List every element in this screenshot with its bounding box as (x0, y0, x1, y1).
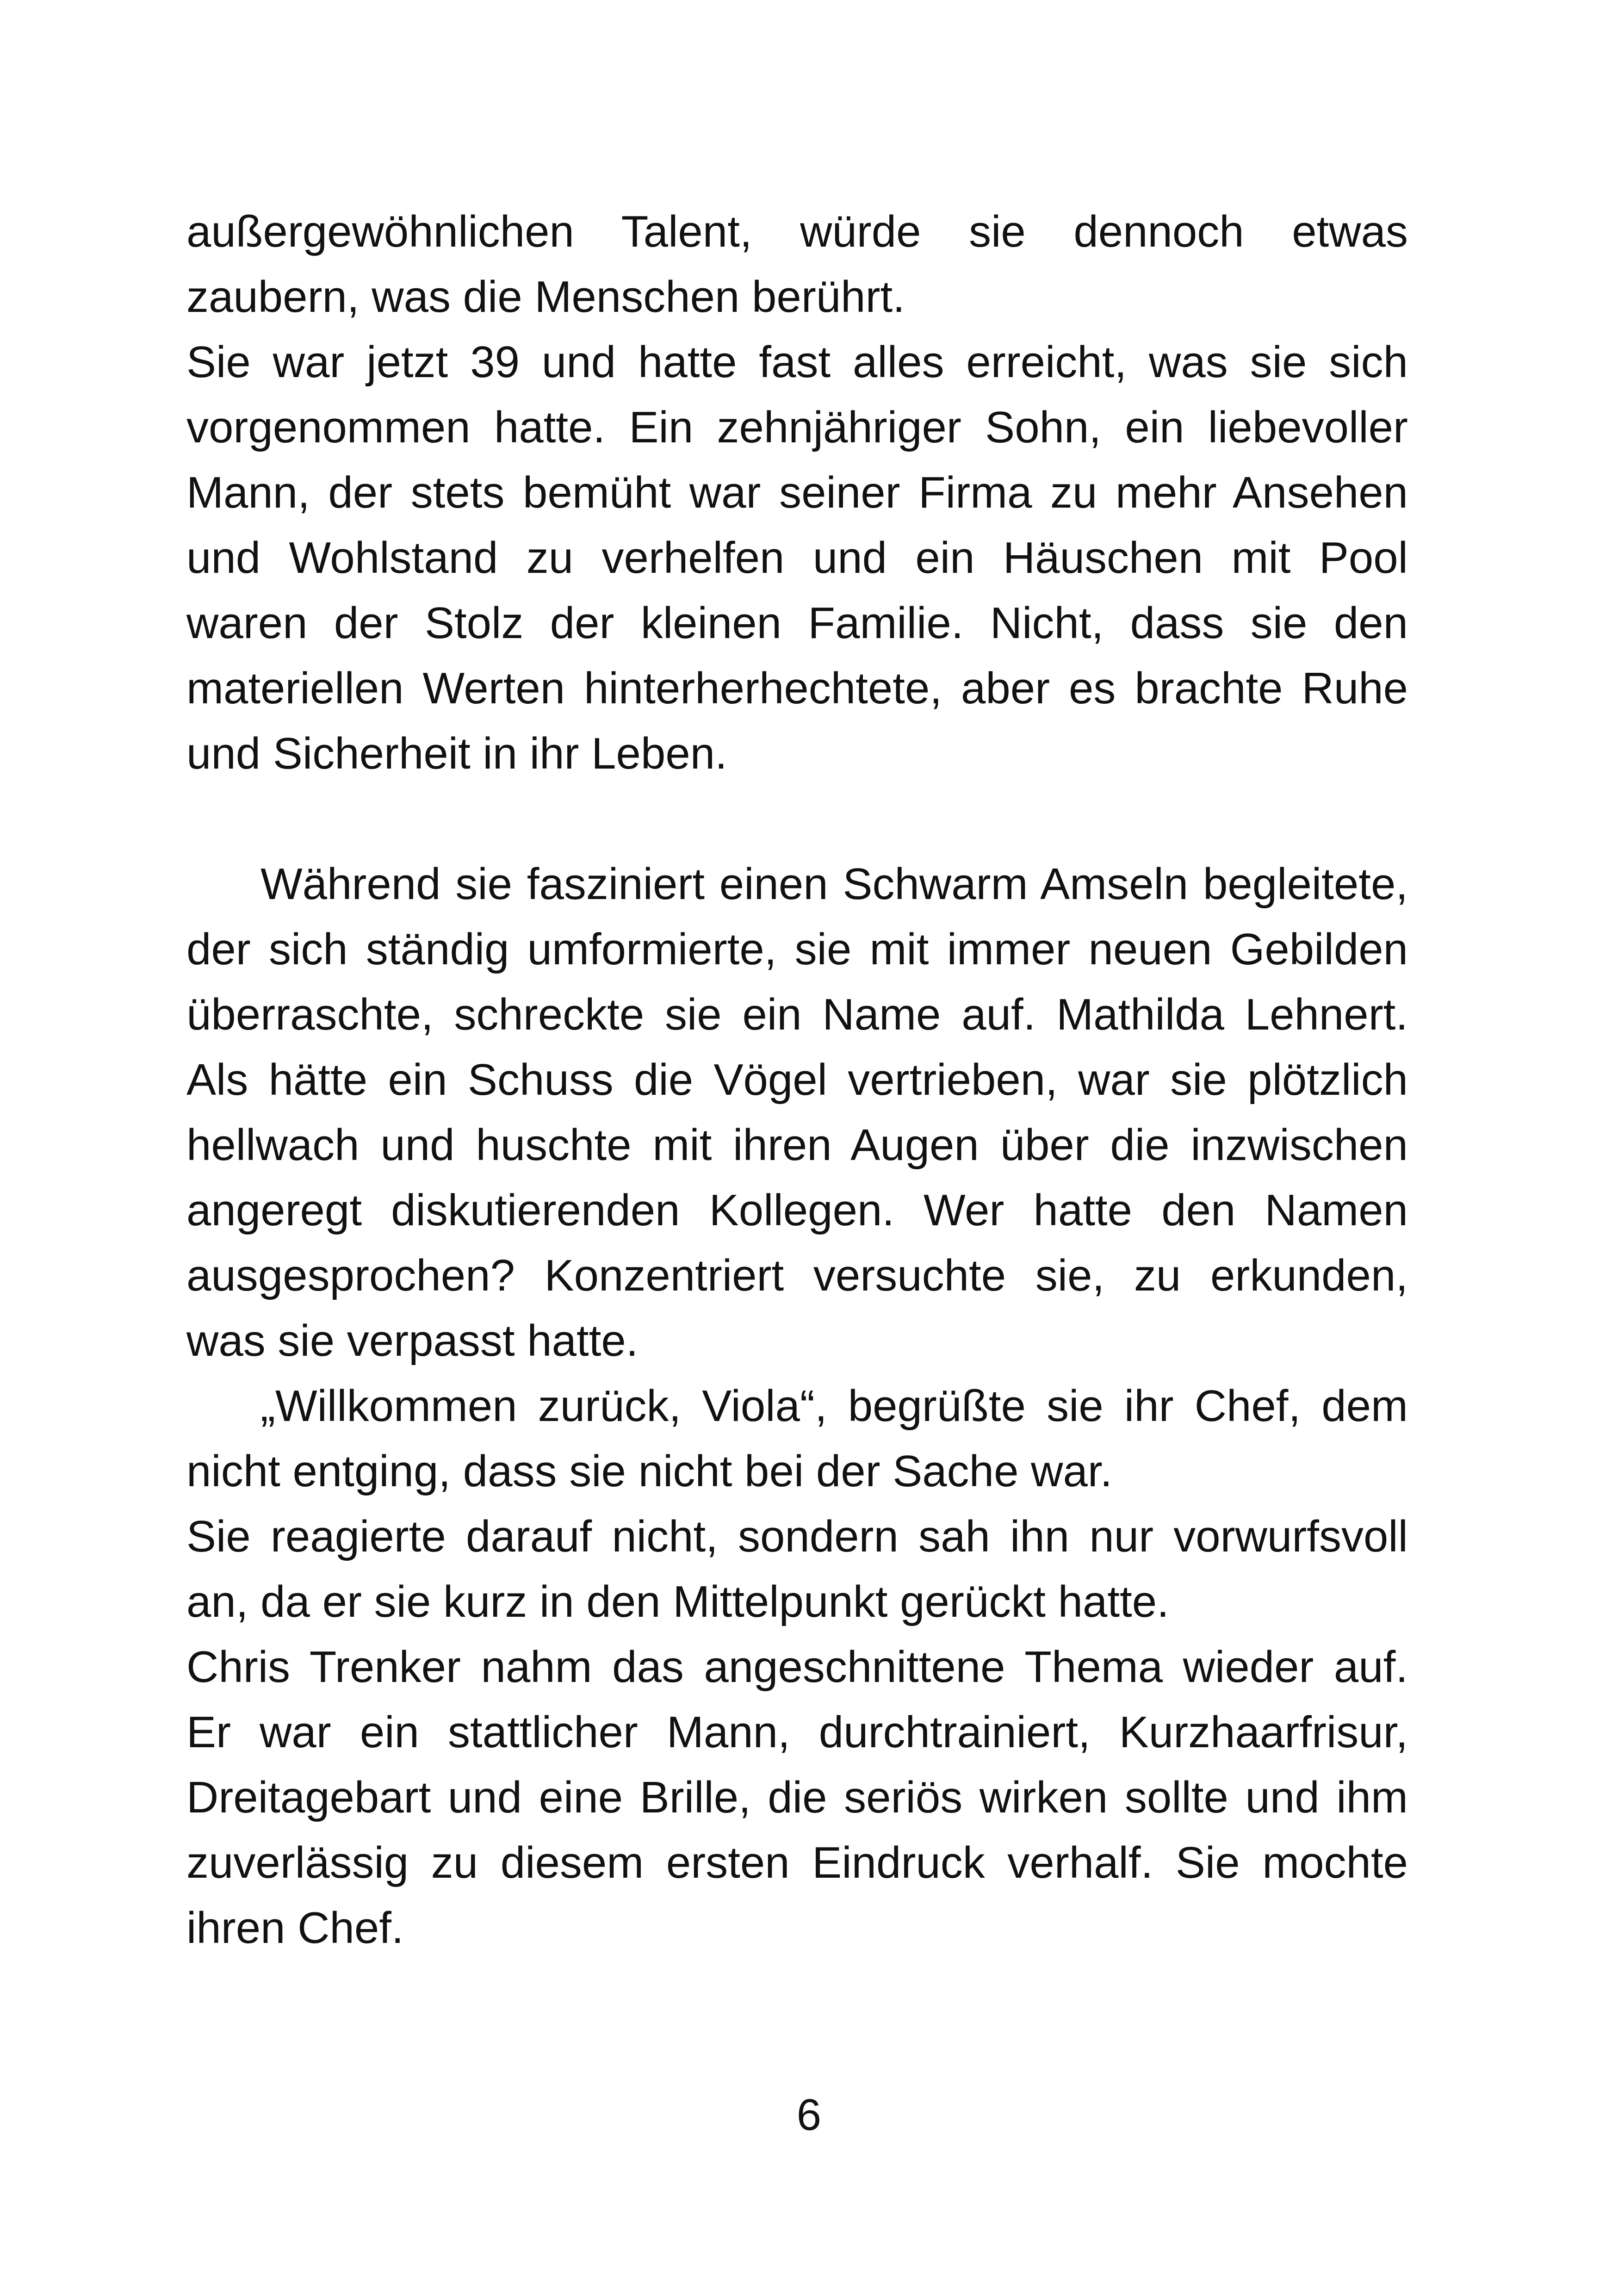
body-text (186, 199, 1408, 1961)
paragraph-2: Sie war jetzt 39 und hatte fast alles erreicht, was sie sich vorgenommen hatte. Ein zehnjähriger Sohn, ein liebevoller Mann, der stets bemüht war seiner Firma zu mehr Ansehen und Wohlstand zu verhelfen und ein Häuschen mit Pool waren der Stolz der kleinen Familie. Nicht, dass sie den materiellen Werten hinterherhechtete, aber es brachte Ruhe und Sicherheit in ihr Leben. (186, 337, 1408, 778)
paragraph-5: Sie reagierte darauf nicht, sondern sah ihn nur vorwurfsvoll an, da er sie kurz in den Mittelpunkt gerückt hatte. (186, 1512, 1408, 1626)
page-number: 6 (796, 2090, 822, 2140)
paragraph-6: Chris Trenker nahm das angeschnittene Thema wieder auf. Er war ein stattlicher Mann, durchtrainiert, Kurzhaarfrisur, Dreitagebart und eine Brille, die seriös wirken sollte und ihm zuverlässig zu diesem ersten Eindruck verhalf. Sie mochte ihren Chef. (186, 1642, 1408, 1953)
paragraph-1: außergewöhnlichen Talent, würde sie dennoch etwas zaubern, was die Menschen berührt. (186, 207, 1408, 322)
paragraph-3: Während sie fasziniert einen Schwarm Amseln begleitete, der sich ständig umformierte, sie mit immer neuen Gebilden überraschte, schreckte sie ein Name auf. Mathilda Lehnert. Als hätte ein Schuss die Vögel vertrieben, war sie plötzlich hellwach und huschte mit ihren Augen über die inzwischen angeregt diskutierenden Kollegen. Wer hatte den Namen ausgesprochen? Konzentriert versuchte sie, zu erkunden, was sie verpasst hatte. (186, 859, 1408, 1365)
paragraph-4: „Willkommen zurück, Viola“, begrüßte sie ihr Chef, dem nicht entging, dass sie nicht bei der Sache war. (186, 1381, 1408, 1496)
paragraph-gap (186, 786, 1408, 851)
